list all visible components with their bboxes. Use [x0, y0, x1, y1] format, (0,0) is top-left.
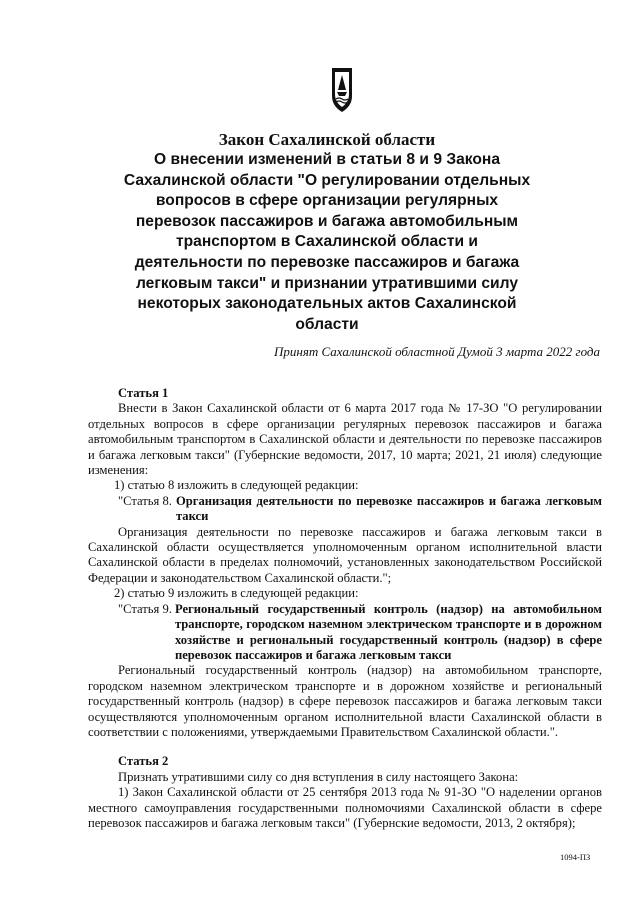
title-block: [80, 130, 574, 335]
article-9-text: Региональный государственный контроль (надзор) на автомобильном транспорте, городском наземном электрическом транспорте и в дорожном хозяйстве и региональный государственный контроль (надзор) в сфере перевозок пассажиров и багажа легковым такси осуществляются уполномоченным органом исполнительной власти Сахалинской области в соответствии с положениями, утверждаемыми Правительством Сахалинской области.".: [88, 663, 602, 739]
article-8-label: "Статья 8.: [118, 493, 172, 508]
article-1-intro: Внести в Закон Сахалинской области от 6 марта 2017 года № 17-ЗО "О регулировании отдельных вопросов в сфере организации регулярных перевозок пассажиров и багажа автомобильным транспортом в Сахалинской области и деятельности по перевозке пассажиров и багажа легковым такси" (Губернские ведомости, 2017, 10 марта; 2021, 21 июля) следующие изменения:: [88, 401, 602, 478]
article-8-title: Организация деятельности по перевозке пассажиров и багажа легковым такси: [175, 493, 602, 524]
law-title-line: О внесении изменений в статьи 8 и 9 Закона: [153, 151, 500, 168]
law-title-line: транспортом в Сахалинской области и: [176, 233, 478, 251]
law-title-line: области: [295, 315, 359, 333]
document-body: [88, 386, 602, 831]
document-code: 1094-ПЗ: [560, 852, 591, 862]
article-8-text: Организация деятельности по перевозке пассажиров и багажа легковым такси в Сахалинской области осуществляется уполномоченным органом исполнительной власти Сахалинской области в пределах полномочий, установленных законодательством Российской Федерации и законодательством Сахалинской области.";: [88, 524, 602, 585]
article-9-heading: [118, 602, 602, 664]
law-title-line: перевозок пассажиров и багажа автомобильным: [135, 212, 519, 230]
law-title-line: легковым такси" и признании утратившими силу: [135, 274, 519, 292]
article-1-item-1: 1) статью 8 изложить в следующей редакции:: [114, 478, 359, 493]
adoption-note: Принят Сахалинской областной Думой 3 марта 2022 года: [274, 344, 600, 359]
article-9-label: "Статья 9.: [118, 601, 172, 616]
law-title-line: деятельности по перевозке пассажиров и багажа: [134, 253, 520, 271]
coat-of-arms-emblem: [329, 66, 355, 114]
article-2-intro: Признать утратившими силу со дня вступления в силу настоящего Закона:: [118, 769, 519, 784]
article-1-item-2: 2) статью 9 изложить в следующей редакции:: [114, 586, 359, 601]
law-name: Закон Сахалинской области: [218, 130, 436, 149]
article-9-title: Региональный государственный контроль (надзор) на автомобильном транспорте, городском наземном электрическом транспорте и в дорожном хозяйстве и региональный государственный контроль (надзор) в сфере перевозок пассажиров и багажа легковым такси: [174, 601, 602, 662]
law-title-line: некоторых законодательных актов Сахалинской: [137, 295, 517, 313]
law-title-line: вопросов в сфере организации регулярных: [155, 192, 499, 210]
spacer: [88, 740, 602, 754]
article-8-heading: [118, 494, 602, 525]
article-1-heading: Статья 1: [118, 386, 169, 400]
law-title-line: Сахалинской области "О регулировании отдельных: [123, 171, 531, 189]
article-2-heading: Статья 2: [118, 754, 169, 769]
article-2-item-1: 1) Закон Сахалинской области от 25 сентября 2013 года № 91-ЗО "О наделении органов местного самоуправления государственными полномочиями Сахалинской области в сфере перевозок пассажиров и багажа легковым такси" (Губернские ведомости, 2013, 2 октября);: [88, 785, 602, 830]
